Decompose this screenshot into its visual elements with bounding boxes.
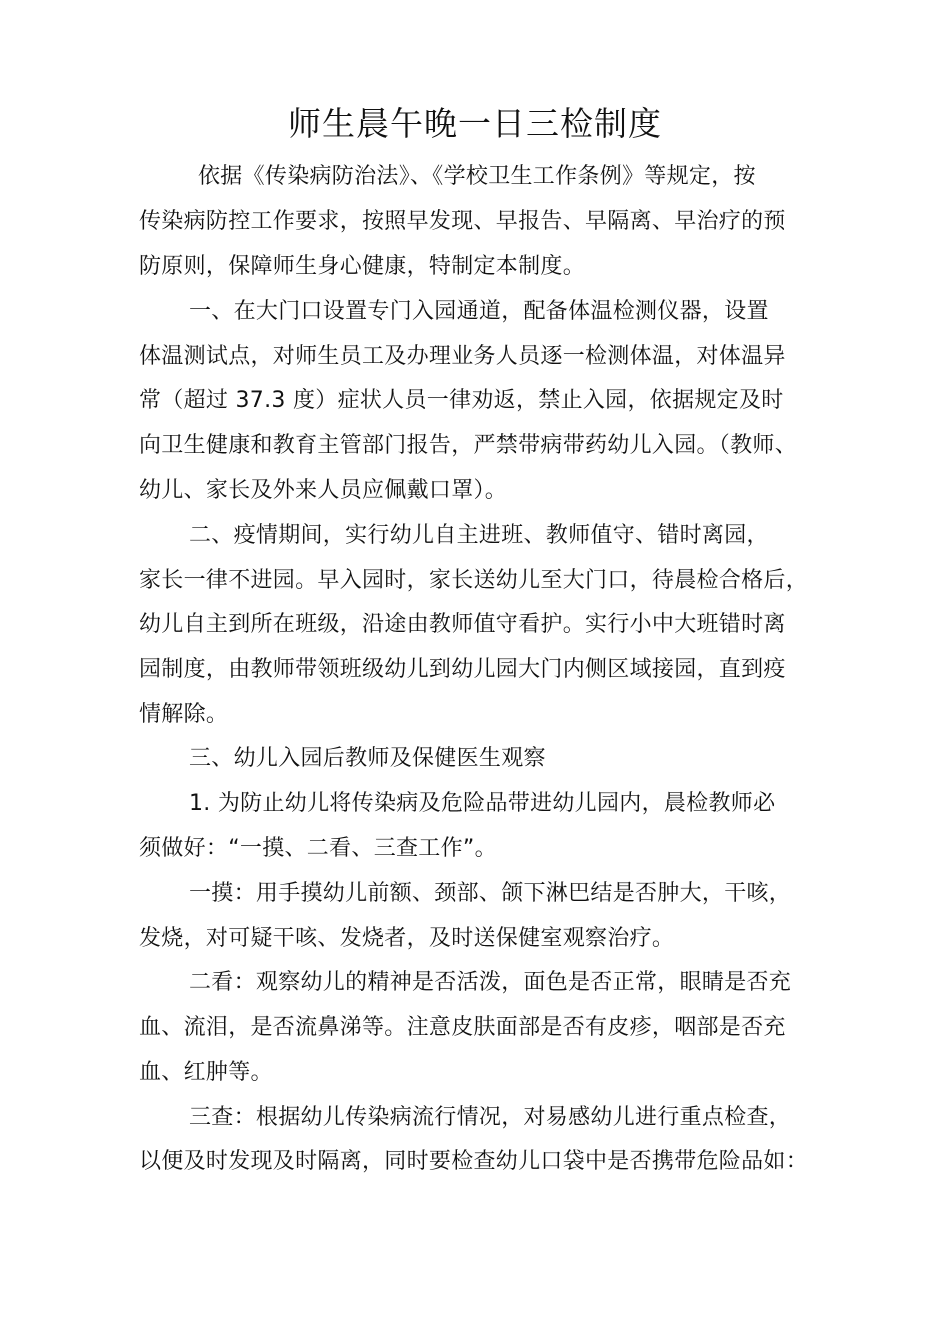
body-line: 以便及时发现及时隔离，同时要检查幼儿口袋中是否携带危险品如： [139,1149,809,1174]
body-line: 二看：观察幼儿的精神是否活泼，面色是否正常，眼睛是否充 [189,970,792,995]
body-line: 传染病防控工作要求，按照早发现、早报告、早隔离、早治疗的预 [139,209,786,234]
body-line: 须做好：“一摸、二看、三查工作”。 [139,836,497,861]
document-title: 师生晨午晚一日三检制度 [288,104,662,143]
body-line: 体温测试点，对师生员工及办理业务人员逐一检测体温，对体温异 [139,344,786,369]
body-line: 依据《传染病防治法》、《学校卫生工作条例》等规定，按 [198,164,756,189]
body-line: 情解除。 [139,702,229,727]
body-line: 幼儿自主到所在班级，沿途由教师值守看护。实行小中大班错时离 [139,612,786,637]
body-line: 向卫生健康和教育主管部门报告，严禁带病带药幼儿入园。（教师、 [139,433,798,458]
body-line: 三查：根据幼儿传染病流行情况，对易感幼儿进行重点检查， [189,1105,792,1130]
body-line: 一、在大门口设置专门入园通道，配备体温检测仪器，设置 [189,299,769,324]
body-line: 二、疫情期间，实行幼儿自主进班、教师值守、错时离园， [189,523,769,548]
body-line: 家长一律不进园。早入园时，家长送幼儿至大门口，待晨检合格后， [139,568,809,593]
body-line: 血、红肿等。 [139,1060,273,1085]
body-line: 1. 为防止幼儿将传染病及危险品带进幼儿园内，晨检教师必 [189,791,776,816]
body-line: 园制度，由教师带领班级幼儿到幼儿园大门内侧区域接园，直到疫 [139,657,786,682]
body-line: 发烧，对可疑干咳、发烧者，及时送保健室观察治疗。 [139,926,675,951]
body-line: 防原则，保障师生身心健康，特制定本制度。 [139,254,586,279]
body-line: 常（超过 37.3 度）症状人员一律劝返，禁止入园，依据规定及时 [139,388,784,413]
body-line: 一摸：用手摸幼儿前额、颈部、颌下淋巴结是否肿大，干咳， [189,881,792,906]
section-heading: 三、幼儿入园后教师及保健医生观察 [189,746,546,771]
body-line: 血、流泪，是否流鼻涕等。注意皮肤面部是否有皮疹，咽部是否充 [139,1015,786,1040]
body-line: 幼儿、家长及外来人员应佩戴口罩）。 [139,478,508,503]
